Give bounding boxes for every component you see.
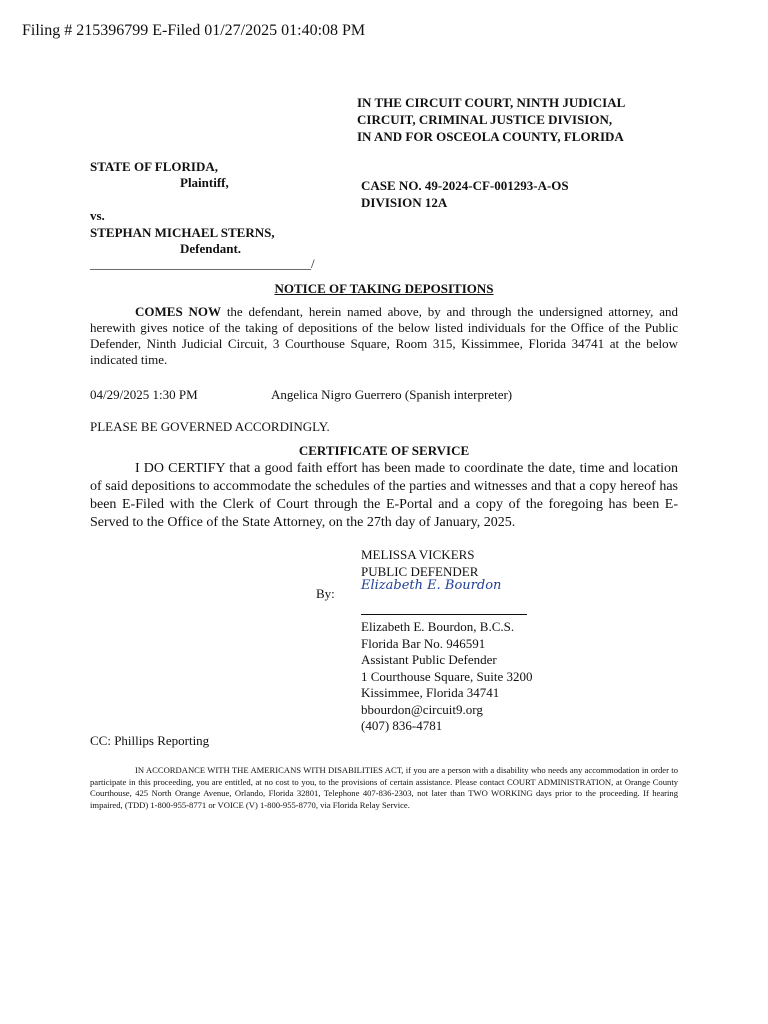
division: DIVISION 12A — [361, 195, 448, 210]
intro-paragraph — [90, 304, 678, 368]
office-title: PUBLIC DEFENDER — [361, 563, 479, 579]
cc-line: CC: Phillips Reporting — [90, 733, 210, 748]
address-line-1: 1 Courthouse Square, Suite 3200 — [361, 668, 533, 684]
court-line-1: IN THE CIRCUIT COURT, NINTH JUDICIAL — [357, 95, 626, 110]
by-label: By: — [316, 586, 335, 601]
certificate-body — [90, 460, 678, 532]
intro-lead: COMES NOW — [135, 304, 221, 319]
governed-line: PLEASE BE GOVERNED ACCORDINGLY. — [90, 419, 330, 434]
case-number: CASE NO. 49-2024-CF-001293-A-OS — [361, 178, 569, 193]
defendant-role: Defendant. — [180, 241, 242, 256]
signature-line — [361, 614, 527, 615]
case-info — [361, 177, 569, 211]
court-line-2: CIRCUIT, CRIMINAL JUSTICE DIVISION, — [357, 112, 613, 127]
attorney-title: Assistant Public Defender — [361, 652, 497, 667]
ada-text: IN ACCORDANCE WITH THE AMERICANS WITH DISABILITIES ACT, if you are a person with a disability who needs any accommodation in order to participate in this proceeding, you are entitled, at no cost to you, to the provisions of certain assistance. Please contact COURT ADMINISTRATION, at Orange County Courthouse, 425 North Orange Avenue, Orlando, Florida 32801, Telephone 407-836-2303, not later than TWO WORKING days prior to the proceeding. If hearing impaired, (TDD) 1-800-955-8771 or VOICE (V) 1-800-955-8770, via Florida Relay Service. — [90, 765, 678, 810]
deposition-datetime: 04/29/2025 1:30 PM — [90, 387, 198, 402]
handwritten-signature: Elizabeth E. Bourdon — [361, 578, 502, 593]
versus: vs. — [90, 208, 105, 223]
attorney-phone: (407) 836-4781 — [361, 718, 443, 733]
defendant-name: STEPHAN MICHAEL STERNS, — [90, 225, 275, 240]
certificate-title: CERTIFICATE OF SERVICE — [298, 443, 470, 458]
attorney-email: bbourdon@circuit9.org — [361, 701, 483, 717]
deposition-witness: Angelica Nigro Guerrero (Spanish interpreter) — [271, 387, 513, 402]
court-heading — [357, 94, 687, 145]
intro-body: the defendant, herein named above, by and through the undersigned attorney, and herewith gives notice of the taking of depositions of the below listed individuals for the Office of the Public Defender, Ninth Judicial Circuit, 3 Courthouse Square, Room 315, Kissimmee, Florida 34741 at the below indicated time. — [90, 304, 679, 367]
attorney-name: Elizabeth E. Bourdon, B.C.S. — [361, 619, 515, 634]
address-line-2: Kissimmee, Florida 34741 — [361, 685, 500, 700]
caption-separator: __________________________________/ — [90, 256, 315, 271]
court-line-3: IN AND FOR OSCEOLA COUNTY, FLORIDA — [357, 129, 624, 144]
office-name: MELISSA VICKERS — [361, 547, 475, 562]
ada-notice — [90, 765, 678, 811]
filing-header: Filing # 215396799 E-Filed 01/27/2025 01:40:08 PM — [22, 22, 366, 39]
bar-number: Florida Bar No. 946591 — [361, 635, 486, 651]
certificate-text: I DO CERTIFY that a good faith effort has been made to coordinate the date, time and location of said depositions to accommodate the schedules of the parties and witnesses and that a copy hereof has been E-Filed with the Clerk of Court through the E-Portal and a copy of the foregoing has been E-Served to the Office of the State Attorney, on the 27th day of January, 2025. — [90, 461, 678, 530]
plaintiff-name: STATE OF FLORIDA, — [90, 159, 218, 174]
attorney-block — [361, 619, 533, 735]
notice-title: NOTICE OF TAKING DEPOSITIONS — [274, 281, 494, 296]
deposition-row — [90, 387, 678, 403]
plaintiff-role: Plaintiff, — [180, 175, 229, 190]
office-block — [361, 547, 478, 580]
